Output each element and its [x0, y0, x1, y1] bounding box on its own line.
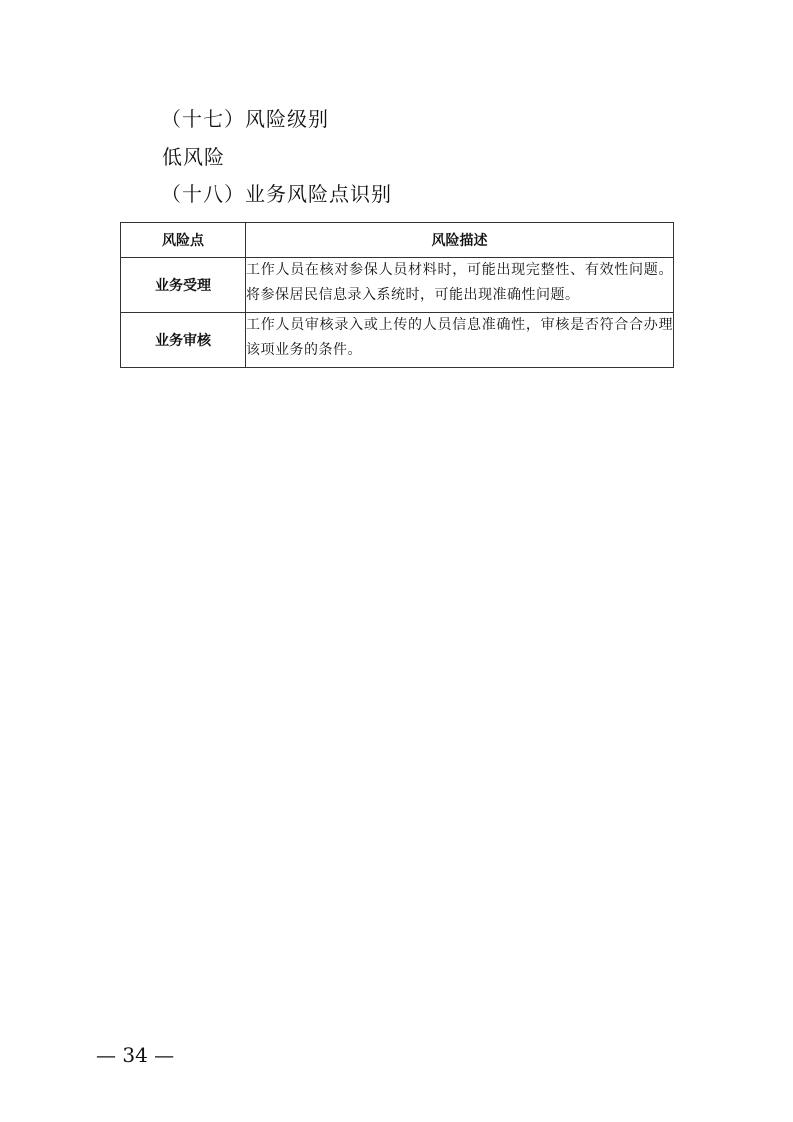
table-row	[121, 258, 674, 313]
column-header-risk-description: 风险描述	[246, 223, 674, 258]
column-header-risk-point: 风险点	[121, 223, 246, 258]
risk-point-cell: 业务受理	[121, 258, 246, 313]
risk-point-cell: 业务审核	[121, 313, 246, 368]
section-17-heading: （十七）风险级别	[161, 107, 329, 131]
page-number: — 34 —	[96, 1043, 175, 1067]
risk-description-cell: 工作人员审核录入或上传的人员信息准确性，审核是否符合合办理该项业务的条件。	[246, 313, 674, 368]
risk-description-cell: 工作人员在核对参保人员材料时，可能出现完整性、有效性问题。将参保居民信息录入系统时，可能出现准确性问题。	[246, 258, 674, 313]
table-row	[121, 313, 674, 368]
section-18-heading: （十八）业务风险点识别	[161, 182, 392, 206]
table-header-row	[121, 223, 674, 258]
risk-point-table	[120, 222, 674, 368]
risk-level-text: 低风险	[162, 145, 225, 169]
